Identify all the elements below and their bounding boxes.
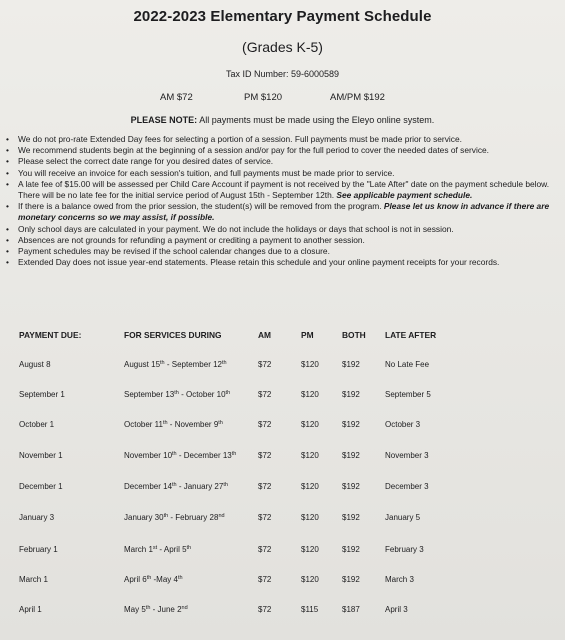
header-pm: PM [301,330,314,340]
document-subtitle: (Grades K-5) [242,39,323,55]
both-price: $192 [342,545,360,554]
pm-price: $120 [301,482,319,491]
payment-due-date: February 1 [19,545,58,554]
table-row [0,420,565,440]
both-price: $192 [342,513,360,522]
header-services-during: FOR SERVICES DURING [124,330,222,340]
ordinal-suffix: th [162,420,168,426]
am-price: $72 [258,482,272,491]
am-price: $72 [258,605,272,614]
service-date: - November 9 [167,420,219,429]
table-row [0,482,565,502]
service-date: March 1 [124,545,153,554]
header-payment-due: PAYMENT DUE: [19,330,82,340]
pm-price: $120 [301,451,319,460]
ordinal-suffix: th [222,360,227,366]
payment-due-date: October 1 [19,420,55,429]
ordinal-suffix: nd [181,605,188,611]
both-price: $192 [342,482,360,491]
service-date: October 11 [124,420,163,429]
service-date: December 14 [124,482,173,491]
service-date: -May 4 [151,575,178,584]
payment-due-date: November 1 [19,451,63,460]
am-price: $72 [258,575,272,584]
pm-price: $120 [301,575,319,584]
service-date: May 5 [124,605,146,614]
payment-note [0,115,565,125]
rule-item: • We do not pro-rate Extended Day fees for selecting a portion of a session. Full payments must be made prior to service. [18,134,555,145]
document-title: 2022-2023 Elementary Payment Schedule [133,8,432,25]
pm-price: $120 [301,390,319,399]
payment-due-date: August 8 [19,360,51,369]
table-row [0,360,565,380]
header-both: BOTH [342,330,366,340]
rule-text: A late fee of $15.00 will be assessed per Child Care Account if payment is not received by the "Late After" date on the payment schedule below. There will be no late fee for the initial service period of August 15th - September 12th. [18,178,550,201]
ordinal-suffix: th [218,420,223,426]
late-after-date: March 3 [385,575,414,584]
pm-price: $115 [301,605,319,614]
payment-due-date: September 1 [19,390,65,399]
am-price: $72 [258,420,272,429]
late-after-date: No Late Fee [385,360,430,369]
rule-item: • You will receive an invoice for each session's tuition, and full payments must be made prior to service. [18,168,555,179]
ordinal-suffix: th [177,575,183,581]
ordinal-suffix: nd [218,513,225,519]
rule-text: If there is a balance owed from the prior session, the student(s) will be removed from the program. [18,201,382,212]
rule-item: • Only school days are calculated in your payment. We do not include the holidays or days that school is not in session. [18,224,555,235]
service-period [124,390,230,399]
note-label: PLEASE NOTE: [130,115,198,125]
late-after-date: January 5 [385,513,421,522]
late-after-date: April 3 [385,605,408,614]
ordinal-suffix: th [223,482,228,488]
payment-due-date: January 3 [19,513,55,522]
price-ampm: AM/PM $192 [330,92,385,103]
service-date: January 30 [124,513,164,522]
table-row [0,513,565,533]
service-period [124,451,236,460]
service-date: - September 12 [164,360,222,369]
ordinal-suffix: th [225,390,231,396]
rule-emphasis: See applicable payment schedule. [334,190,473,201]
pm-price: $120 [301,420,319,429]
am-price: $72 [258,390,272,399]
service-period [124,513,225,522]
table-row [0,451,565,471]
both-price: $192 [342,451,360,460]
payment-due-date: December 1 [19,482,63,491]
am-price: $72 [258,545,272,554]
late-after-date: December 3 [385,482,429,491]
service-period [124,360,227,369]
both-price: $192 [342,360,360,369]
service-period [124,420,223,429]
late-after-date: October 3 [385,420,421,429]
ordinal-suffix: th [172,482,177,488]
service-period [124,575,183,584]
service-date: - October 10 [178,390,226,399]
am-price: $72 [258,451,272,460]
both-price: $192 [342,420,360,429]
late-after-date: November 3 [385,451,429,460]
service-date: - February 28 [168,513,219,522]
price-pm: PM $120 [244,92,283,103]
am-price: $72 [258,360,272,369]
service-period [124,545,191,554]
late-after-date: February 3 [385,545,424,554]
am-price: $72 [258,513,272,522]
service-date: - April 5 [157,545,187,554]
ordinal-suffix: th [146,575,152,581]
ordinal-suffix: th [163,513,169,519]
ordinal-suffix: th [160,360,165,366]
table-row [0,575,565,595]
payment-due-date: March 1 [19,575,48,584]
rules-list [0,134,565,268]
rule-item [18,201,555,223]
service-date: - June 2 [150,605,182,614]
late-after-date: September 5 [385,390,431,399]
header-late-after: LATE AFTER [385,330,437,340]
table-row [0,545,565,565]
note-text: All payments must be made using the Eleyo online system. [197,115,435,125]
service-date: - December 13 [176,451,232,460]
table-row [0,390,565,410]
ordinal-suffix: th [172,451,177,457]
ordinal-suffix: th [174,390,179,396]
service-date: November 10 [124,451,173,460]
pm-price: $120 [301,513,319,522]
rule-item: • Payment schedules may be revised if the school calendar changes due to a closure. [18,246,555,257]
ordinal-suffix: th [186,545,192,551]
rule-item: • Absences are not grounds for refunding a payment or crediting a payment to another session. [18,235,555,246]
both-price: $187 [342,605,360,614]
pm-price: $120 [301,360,319,369]
table-row [0,605,565,625]
both-price: $192 [342,575,360,584]
service-date: September 13 [124,390,175,399]
service-date: - January 27 [176,482,224,491]
pm-price: $120 [301,545,319,554]
rule-item: • Extended Day does not issue year-end statements. Please retain this schedule and your online payment receipts for your records. [18,257,555,268]
service-period [124,605,188,614]
service-date: April 6 [124,575,147,584]
header-am: AM [258,330,272,340]
price-am: AM $72 [160,92,193,103]
payment-due-date: April 1 [19,605,42,614]
service-period [124,482,228,491]
rule-item: • Please select the correct date range for you desired dates of service. [18,156,555,167]
ordinal-suffix: th [145,605,151,611]
rule-emphasis: Please let us know in advance if there are monetary concerns so we may assist, if possible. [18,201,550,223]
ordinal-suffix: st [152,545,158,551]
rule-item [18,179,555,201]
service-date: August 15 [124,360,161,369]
tax-id: Tax ID Number: 59-6000589 [225,69,340,79]
both-price: $192 [342,390,360,399]
ordinal-suffix: th [231,451,237,457]
rule-item: • We recommend students begin at the beginning of a session and/or pay for the full period to cover the needed dates of service. [18,145,555,156]
